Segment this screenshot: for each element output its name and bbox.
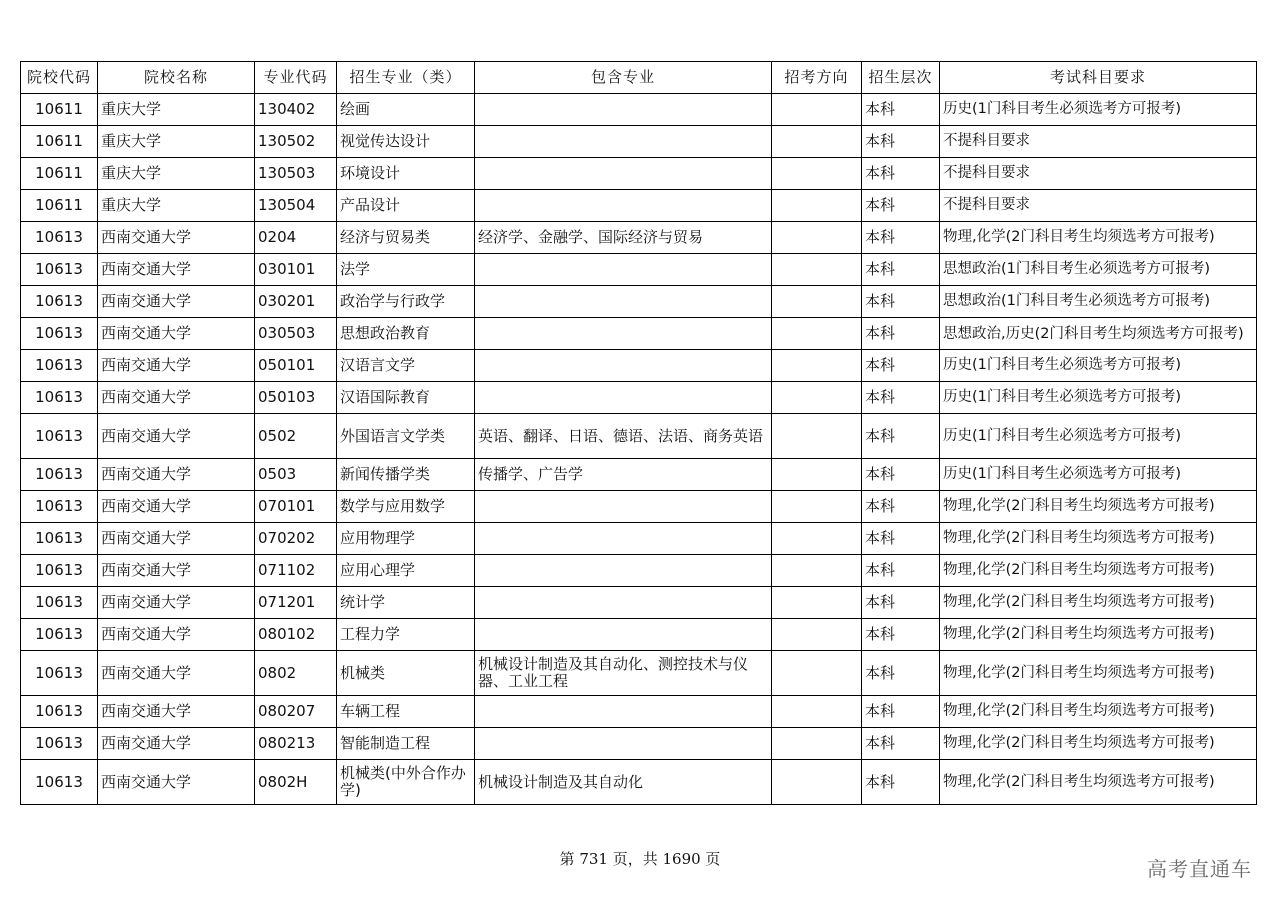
included-majors-cell bbox=[475, 696, 772, 728]
major-code-cell: 080207 bbox=[255, 696, 337, 728]
direction-cell bbox=[772, 555, 862, 587]
included-majors-cell bbox=[475, 318, 772, 350]
level-cell: 本科 bbox=[862, 459, 940, 491]
table-row bbox=[21, 619, 1257, 651]
subject-requirement-cell: 不提科目要求 bbox=[940, 126, 1257, 158]
direction-cell bbox=[772, 158, 862, 190]
included-majors-cell bbox=[475, 728, 772, 760]
school-code-cell: 10611 bbox=[21, 158, 98, 190]
school-name-cell: 西南交通大学 bbox=[98, 382, 255, 414]
table-header-row bbox=[21, 62, 1257, 94]
header-school-code: 院校代码 bbox=[21, 62, 98, 94]
table-row bbox=[21, 523, 1257, 555]
table-row bbox=[21, 286, 1257, 318]
included-majors-cell bbox=[475, 382, 772, 414]
table-row bbox=[21, 222, 1257, 254]
major-cell: 经济与贸易类 bbox=[337, 222, 475, 254]
subject-requirement-cell: 物理,化学(2门科目考生均须选考方可报考) bbox=[940, 555, 1257, 587]
subject-requirement-cell: 思想政治(1门科目考生必须选考方可报考) bbox=[940, 254, 1257, 286]
table-row bbox=[21, 350, 1257, 382]
school-name-cell: 西南交通大学 bbox=[98, 491, 255, 523]
direction-cell bbox=[772, 459, 862, 491]
table-row bbox=[21, 459, 1257, 491]
table-row bbox=[21, 382, 1257, 414]
direction-cell bbox=[772, 350, 862, 382]
major-code-cell: 030201 bbox=[255, 286, 337, 318]
major-cell: 工程力学 bbox=[337, 619, 475, 651]
direction-cell bbox=[772, 696, 862, 728]
school-name-cell: 西南交通大学 bbox=[98, 254, 255, 286]
school-name-cell: 西南交通大学 bbox=[98, 414, 255, 459]
major-code-cell: 0802H bbox=[255, 760, 337, 805]
direction-cell bbox=[772, 760, 862, 805]
subject-requirement-cell: 不提科目要求 bbox=[940, 190, 1257, 222]
subject-requirement-cell: 思想政治,历史(2门科目考生均须选考方可报考) bbox=[940, 318, 1257, 350]
major-code-cell: 130504 bbox=[255, 190, 337, 222]
school-code-cell: 10611 bbox=[21, 190, 98, 222]
included-majors-cell: 机械设计制造及其自动化、测控技术与仪器、工业工程 bbox=[475, 651, 772, 696]
table-row bbox=[21, 491, 1257, 523]
header-included-majors: 包含专业 bbox=[475, 62, 772, 94]
subject-requirement-cell: 物理,化学(2门科目考生均须选考方可报考) bbox=[940, 728, 1257, 760]
level-cell: 本科 bbox=[862, 760, 940, 805]
major-code-cell: 070101 bbox=[255, 491, 337, 523]
included-majors-cell: 经济学、金融学、国际经济与贸易 bbox=[475, 222, 772, 254]
subject-requirement-cell: 思想政治(1门科目考生必须选考方可报考) bbox=[940, 286, 1257, 318]
major-cell: 思想政治教育 bbox=[337, 318, 475, 350]
school-code-cell: 10613 bbox=[21, 222, 98, 254]
included-majors-cell bbox=[475, 491, 772, 523]
school-code-cell: 10613 bbox=[21, 555, 98, 587]
school-name-cell: 西南交通大学 bbox=[98, 459, 255, 491]
level-cell: 本科 bbox=[862, 651, 940, 696]
included-majors-cell bbox=[475, 350, 772, 382]
table-row bbox=[21, 158, 1257, 190]
subject-requirement-cell: 物理,化学(2门科目考生均须选考方可报考) bbox=[940, 491, 1257, 523]
major-code-cell: 080102 bbox=[255, 619, 337, 651]
major-cell: 产品设计 bbox=[337, 190, 475, 222]
school-code-cell: 10613 bbox=[21, 414, 98, 459]
header-subject-requirement: 考试科目要求 bbox=[940, 62, 1257, 94]
school-code-cell: 10613 bbox=[21, 318, 98, 350]
school-code-cell: 10611 bbox=[21, 94, 98, 126]
major-cell: 统计学 bbox=[337, 587, 475, 619]
direction-cell bbox=[772, 318, 862, 350]
school-code-cell: 10613 bbox=[21, 350, 98, 382]
table-row bbox=[21, 94, 1257, 126]
major-code-cell: 030101 bbox=[255, 254, 337, 286]
school-name-cell: 重庆大学 bbox=[98, 158, 255, 190]
admission-table bbox=[20, 61, 1257, 805]
included-majors-cell bbox=[475, 94, 772, 126]
school-name-cell: 西南交通大学 bbox=[98, 619, 255, 651]
included-majors-cell bbox=[475, 254, 772, 286]
major-code-cell: 071102 bbox=[255, 555, 337, 587]
direction-cell bbox=[772, 619, 862, 651]
included-majors-cell: 机械设计制造及其自动化 bbox=[475, 760, 772, 805]
level-cell: 本科 bbox=[862, 158, 940, 190]
school-name-cell: 重庆大学 bbox=[98, 94, 255, 126]
included-majors-cell bbox=[475, 587, 772, 619]
table-row bbox=[21, 414, 1257, 459]
included-majors-cell bbox=[475, 286, 772, 318]
major-cell: 新闻传播学类 bbox=[337, 459, 475, 491]
table-row bbox=[21, 555, 1257, 587]
school-code-cell: 10613 bbox=[21, 491, 98, 523]
school-name-cell: 西南交通大学 bbox=[98, 555, 255, 587]
school-code-cell: 10613 bbox=[21, 382, 98, 414]
table-row bbox=[21, 696, 1257, 728]
major-cell: 机械类 bbox=[337, 651, 475, 696]
direction-cell bbox=[772, 222, 862, 254]
direction-cell bbox=[772, 94, 862, 126]
level-cell: 本科 bbox=[862, 696, 940, 728]
school-code-cell: 10613 bbox=[21, 696, 98, 728]
table-body bbox=[21, 94, 1257, 805]
level-cell: 本科 bbox=[862, 94, 940, 126]
major-code-cell: 130402 bbox=[255, 94, 337, 126]
major-cell: 绘画 bbox=[337, 94, 475, 126]
level-cell: 本科 bbox=[862, 254, 940, 286]
major-cell: 应用心理学 bbox=[337, 555, 475, 587]
subject-requirement-cell: 历史(1门科目考生必须选考方可报考) bbox=[940, 414, 1257, 459]
header-level: 招生层次 bbox=[862, 62, 940, 94]
major-cell: 视觉传达设计 bbox=[337, 126, 475, 158]
subject-requirement-cell: 历史(1门科目考生必须选考方可报考) bbox=[940, 459, 1257, 491]
included-majors-cell bbox=[475, 190, 772, 222]
school-code-cell: 10613 bbox=[21, 619, 98, 651]
included-majors-cell: 英语、翻译、日语、德语、法语、商务英语 bbox=[475, 414, 772, 459]
level-cell: 本科 bbox=[862, 619, 940, 651]
subject-requirement-cell: 物理,化学(2门科目考生均须选考方可报考) bbox=[940, 619, 1257, 651]
direction-cell bbox=[772, 382, 862, 414]
major-cell: 政治学与行政学 bbox=[337, 286, 475, 318]
included-majors-cell: 传播学、广告学 bbox=[475, 459, 772, 491]
major-code-cell: 071201 bbox=[255, 587, 337, 619]
header-major: 招生专业（类） bbox=[337, 62, 475, 94]
subject-requirement-cell: 物理,化学(2门科目考生均须选考方可报考) bbox=[940, 651, 1257, 696]
major-code-cell: 030503 bbox=[255, 318, 337, 350]
school-name-cell: 西南交通大学 bbox=[98, 696, 255, 728]
table-row bbox=[21, 651, 1257, 696]
direction-cell bbox=[772, 587, 862, 619]
major-code-cell: 0503 bbox=[255, 459, 337, 491]
school-name-cell: 重庆大学 bbox=[98, 126, 255, 158]
level-cell: 本科 bbox=[862, 728, 940, 760]
school-name-cell: 西南交通大学 bbox=[98, 350, 255, 382]
major-cell: 汉语国际教育 bbox=[337, 382, 475, 414]
direction-cell bbox=[772, 254, 862, 286]
level-cell: 本科 bbox=[862, 587, 940, 619]
level-cell: 本科 bbox=[862, 126, 940, 158]
major-code-cell: 130503 bbox=[255, 158, 337, 190]
direction-cell bbox=[772, 126, 862, 158]
page-number: 第 731 页，共 1690 页 bbox=[559, 850, 721, 868]
major-cell: 环境设计 bbox=[337, 158, 475, 190]
level-cell: 本科 bbox=[862, 414, 940, 459]
major-cell: 外国语言文学类 bbox=[337, 414, 475, 459]
school-name-cell: 西南交通大学 bbox=[98, 523, 255, 555]
major-code-cell: 070202 bbox=[255, 523, 337, 555]
level-cell: 本科 bbox=[862, 523, 940, 555]
header-major-code: 专业代码 bbox=[255, 62, 337, 94]
school-code-cell: 10613 bbox=[21, 728, 98, 760]
table-row bbox=[21, 254, 1257, 286]
school-name-cell: 西南交通大学 bbox=[98, 760, 255, 805]
subject-requirement-cell: 历史(1门科目考生必须选考方可报考) bbox=[940, 94, 1257, 126]
header-school-name: 院校名称 bbox=[98, 62, 255, 94]
table-row bbox=[21, 760, 1257, 805]
direction-cell bbox=[772, 491, 862, 523]
major-cell: 数学与应用数学 bbox=[337, 491, 475, 523]
included-majors-cell bbox=[475, 126, 772, 158]
level-cell: 本科 bbox=[862, 190, 940, 222]
subject-requirement-cell: 不提科目要求 bbox=[940, 158, 1257, 190]
table-row bbox=[21, 190, 1257, 222]
subject-requirement-cell: 物理,化学(2门科目考生均须选考方可报考) bbox=[940, 222, 1257, 254]
school-name-cell: 西南交通大学 bbox=[98, 286, 255, 318]
direction-cell bbox=[772, 414, 862, 459]
direction-cell bbox=[772, 190, 862, 222]
major-cell: 机械类(中外合作办学) bbox=[337, 760, 475, 805]
school-code-cell: 10613 bbox=[21, 651, 98, 696]
included-majors-cell bbox=[475, 158, 772, 190]
included-majors-cell bbox=[475, 523, 772, 555]
subject-requirement-cell: 历史(1门科目考生必须选考方可报考) bbox=[940, 350, 1257, 382]
school-name-cell: 西南交通大学 bbox=[98, 651, 255, 696]
direction-cell bbox=[772, 651, 862, 696]
level-cell: 本科 bbox=[862, 555, 940, 587]
school-code-cell: 10613 bbox=[21, 286, 98, 318]
school-code-cell: 10613 bbox=[21, 760, 98, 805]
level-cell: 本科 bbox=[862, 286, 940, 318]
major-cell: 汉语言文学 bbox=[337, 350, 475, 382]
school-name-cell: 西南交通大学 bbox=[98, 728, 255, 760]
major-code-cell: 050101 bbox=[255, 350, 337, 382]
school-code-cell: 10613 bbox=[21, 459, 98, 491]
level-cell: 本科 bbox=[862, 350, 940, 382]
level-cell: 本科 bbox=[862, 382, 940, 414]
school-code-cell: 10613 bbox=[21, 523, 98, 555]
table-row bbox=[21, 728, 1257, 760]
included-majors-cell bbox=[475, 619, 772, 651]
major-cell: 智能制造工程 bbox=[337, 728, 475, 760]
table-row bbox=[21, 587, 1257, 619]
school-name-cell: 西南交通大学 bbox=[98, 222, 255, 254]
table-row bbox=[21, 126, 1257, 158]
direction-cell bbox=[772, 523, 862, 555]
major-cell: 应用物理学 bbox=[337, 523, 475, 555]
school-name-cell: 重庆大学 bbox=[98, 190, 255, 222]
major-code-cell: 0502 bbox=[255, 414, 337, 459]
school-name-cell: 西南交通大学 bbox=[98, 587, 255, 619]
major-code-cell: 080213 bbox=[255, 728, 337, 760]
major-code-cell: 050103 bbox=[255, 382, 337, 414]
subject-requirement-cell: 物理,化学(2门科目考生均须选考方可报考) bbox=[940, 587, 1257, 619]
watermark-logo: 高考直通车 bbox=[1147, 857, 1252, 881]
subject-requirement-cell: 物理,化学(2门科目考生均须选考方可报考) bbox=[940, 760, 1257, 805]
table-row bbox=[21, 318, 1257, 350]
level-cell: 本科 bbox=[862, 491, 940, 523]
major-code-cell: 0802 bbox=[255, 651, 337, 696]
subject-requirement-cell: 历史(1门科目考生必须选考方可报考) bbox=[940, 382, 1257, 414]
school-code-cell: 10613 bbox=[21, 254, 98, 286]
direction-cell bbox=[772, 728, 862, 760]
level-cell: 本科 bbox=[862, 222, 940, 254]
school-code-cell: 10613 bbox=[21, 587, 98, 619]
school-name-cell: 西南交通大学 bbox=[98, 318, 255, 350]
subject-requirement-cell: 物理,化学(2门科目考生均须选考方可报考) bbox=[940, 696, 1257, 728]
major-code-cell: 130502 bbox=[255, 126, 337, 158]
major-cell: 车辆工程 bbox=[337, 696, 475, 728]
header-direction: 招考方向 bbox=[772, 62, 862, 94]
major-cell: 法学 bbox=[337, 254, 475, 286]
school-code-cell: 10611 bbox=[21, 126, 98, 158]
major-code-cell: 0204 bbox=[255, 222, 337, 254]
direction-cell bbox=[772, 286, 862, 318]
included-majors-cell bbox=[475, 555, 772, 587]
level-cell: 本科 bbox=[862, 318, 940, 350]
subject-requirement-cell: 物理,化学(2门科目考生均须选考方可报考) bbox=[940, 523, 1257, 555]
